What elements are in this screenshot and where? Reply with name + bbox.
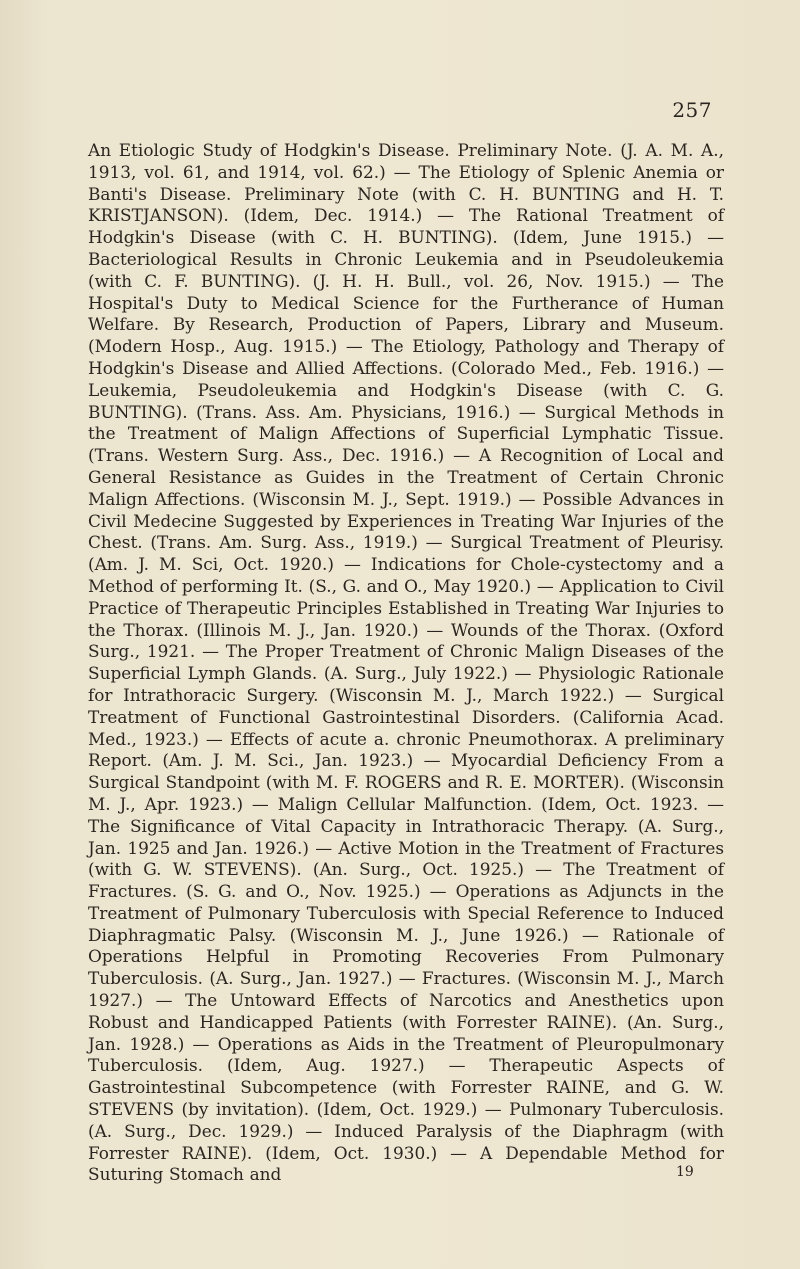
bibliography-paragraph: An Etiologic Study of Hodgkin's Disease. Preliminary Note. (J. A. M. A., 1913, vol. 61, and 1914, vol. 62.) — The Etiology of Splenic Anemia or Banti's Disease. Preliminary Note (with C. H. BUNTING and H. T. KRISTJANSON). (Idem, Dec. 1914.) — The Rational Treatment of Hodgkin's Disease (with C. H. BUNTING). (Idem, June 1915.) — Bacteriological Results in Chronic Leukemia and in Pseudoleukemia (with C. F. BUNTING). (J. H. H. Bull., vol. 26, Nov. 1915.) — The Hospital's Duty to Medical Science for the Furtherance of Human Welfare. By Research, Production of Papers, Library and Museum. (Modern Hosp., Aug. 1915.) — The Etiology, Pathology and Therapy of Hodgkin's Disease and Allied Affections. (Colorado Med., Feb. 1916.) — Leukemia, Pseudoleukemia and Hodgkin's Disease (with C. G. BUNTING). (Trans. Ass. Am. Physicians, 1916.) — Surgical Methods in the Treatment of Malign Affections of Superficial Lymphatic Tissue. (Trans. Western Surg. Ass., Dec. 1916.) — A Recognition of Local and General Resistance as Guides in the Treatment of Certain Chronic Malign Affections. (Wisconsin M. J., Sept. 1919.) — Possible Advances in Civil Medecine Suggested by Experiences in Treating War Injuries of the Chest. (Trans. Am. Surg. Ass., 1919.) — Surgical Treatment of Pleurisy. (Am. J. M. Sci, Oct. 1920.) — Indications for Chole-cystectomy and a Method of performing It. (S., G. and O., May 1920.) — Application to Civil Practice of Therapeutic Principles Established in Treating War Injuries to the Thorax. (Illinois M. J., Jan. 1920.) — Wounds of the Thorax. (Oxford Surg., 1921. — The Proper Treatment of Chronic Malign Diseases of the Superficial Lymph Glands. (A. Surg., July 1922.) — Physiologic Rationale for Intrathoracic Surgery. (Wisconsin M. J., March 1922.) — Surgical Treatment of Functional Gastrointestinal Disorders. (California Acad. Med., 1923.) — Effects of acute a. chronic Pneumothorax. A preliminary Report. (Am. J. M. Sci., Jan. 1923.) — Myocardial Deficiency From a Surgical Standpoint (with M. F. ROGERS and R. E. MORTER). (Wisconsin M. J., Apr. 1923.) — Malign Cellular Malfunction. (Idem, Oct. 1923. — The Significance of Vital Capacity in Intrathoracic Therapy. (A. Surg., Jan. 1925 and Jan. 1926.) — Active Motion in the Treatment of Fractures (with G. W. STEVENS). (An. Surg., Oct. 1925.) — The Treatment of Fractures. (S. G. and O., Nov. 1925.) — Operations as Adjuncts in the Treatment of Pulmonary Tuberculosis with Special Reference to Induced Diaphragmatic Palsy. (Wisconsin M. J., June 1926.) — Rationale of Operations Helpful in Promoting Recoveries From Pulmonary Tuberculosis. (A. Surg., Jan. 1927.) — Fractures. (Wisconsin M. J., March 1927.) — The Untoward Effects of Narcotics and Anesthetics upon Robust and Handicapped Patients (with Forrester RAINE). (An. Surg., Jan. 1928.) — Operations as Aids in the Treatment of Pleuropulmonary Tuberculosis. (Idem, Aug. 1927.) — Therapeutic Aspects of Gastrointestinal Subcompetence (with Forrester RAINE, and G. W. STEVENS (by invitation). (Idem, Oct. 1929.) — Pulmonary Tuberculosis. (A. Surg., Dec. 1929.) — Induced Paralysis of the Diaphragm (with Forrester RAINE). (Idem, Oct. 1930.) — A Dependable Method for Suturing Stomach and xyxy=(88,140,724,1185)
signature-mark: 19 xyxy=(676,1164,694,1180)
page-number: 257 xyxy=(672,98,712,122)
bibliography-text xyxy=(88,140,724,1186)
